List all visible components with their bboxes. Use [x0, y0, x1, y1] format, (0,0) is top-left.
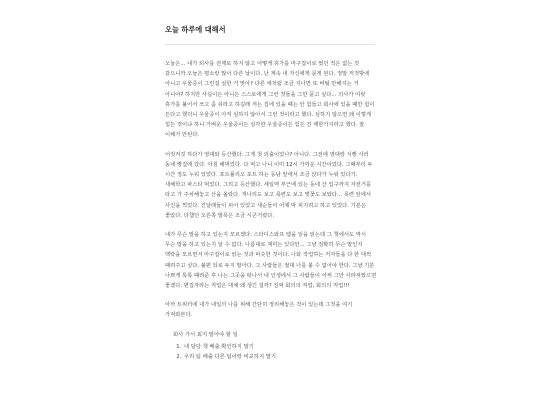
post-title: 오늘 하루에 대해서 — [165, 25, 226, 34]
post-paragraph: 내가 무슨 말을 하고 있는지 모르겠다. 스타디스와프 렘을 읽을 읽는데 그 책에서도 역시 무슨 말을 하고 있는지 알 수 없다. 나름대로 재미는 있다만... 그냥 정확히 무슨 말인지 맥락을 모르면서 마구잡이로 읽는 것과 비슷한 것이다. 나와 작업하는 저자들을 다 한 대씩 때려주고 싶다. 불편 되로 두지 말아다. 그 사람들은 절대 나를 볼 수 없어야 한다. 그냥 기분 나쁘게 툭툭 때려준 후 나는 그곳을 떠나서 내 인생에서 그 사람들이 어쩌 그만 사라져줬으면 좋겠다. 편집자라는 직업은 대체 왜 생긴 걸까? 진짜 회의의 직업, 회의의 직업!!! — [165, 232, 377, 290]
list-item: 2. 우리 팀 배출 다른 팀이랑 비교하지 말기 — [183, 352, 377, 362]
list-item: 1. 내 담당 책 배출 확인하지 말기 — [183, 342, 377, 352]
title-divider — [165, 44, 375, 45]
post-paragraph: 아까 트위터에 내가 내일의 나를 위해 간단히 정리해놓은 것이 있는데 그것을 여기 가져와본다. — [165, 302, 353, 319]
post-paragraph: 어짓저짓 하다가 영대와 등산했다. 그게 첫 외출이었나? 아니다. 그전에 영대랑 식빵 사러 동네 빵집에 갔다. 아침 해먹었다. 다 먹고 나니 이미 12시 가까운 시간이었다. 그때부터 두 시간 정도 누워 있었다. 포트폴리오 포트 하는 동남 앞에서 조금 앉다가 누워 있다가. 새해학고 파스타 먹었다. 그리고 등산했다. 세일역 부근에 있는 동네 산 입구까지 자전거를 타고 가 주차해놓고 산을 올랐다. 개나리도 보고 목련도 보고 벚꽃도 보았다... 목련 앞에서 사진을 찍었다. 진달래들이 피어 있었고 새순들이 어제 막 피지려고 하고 있었다. 기분은 좋았다. 다챔던 오른쪽 발목은 조금 시큰거렸다. — [165, 151, 373, 219]
post-paragraph: 오늘은... 내가 퇴사를 전제로 하지 않고 어떻게 휴가를 마구잡이로 썼던 적은 없는 것 같으니까 오늘은 평소랑 많이 다른 날이다. 난 계속 내 자신에게 묻게 된다. 정말 저것밖에 아니고 우울증이 그런걸 심한 거 맞아? 다른 애처럼 조금 지나면 또 버틸 만해지는 거 아니야? 하지만 사실이든 아니든 스스로에게 그런 것들을 그만 묻고 싶다... 의사가 여럿 휴가를 불어서 쓰고 좀 쉬라고 하길래 저는 집에 있을 때는 안 힘들고 회사에 있을 때만 힘이 든다고 했더니 우울증이 아직 심하지 않아서 그런 것이라고 했다. 심하지 않으면 왜 이렇게 힘든 것이냐 하니 가벼운 우울증이든 심각한 우울증이든 힘든 건 매한가지라고 했다. 잘 이해가 안된다. — [165, 61, 375, 139]
todo-list — [165, 342, 377, 362]
post-body — [165, 59, 377, 362]
blog-post — [165, 0, 377, 362]
todo-heading: 회사 가서 최지 말아야 할 일 — [173, 331, 238, 338]
